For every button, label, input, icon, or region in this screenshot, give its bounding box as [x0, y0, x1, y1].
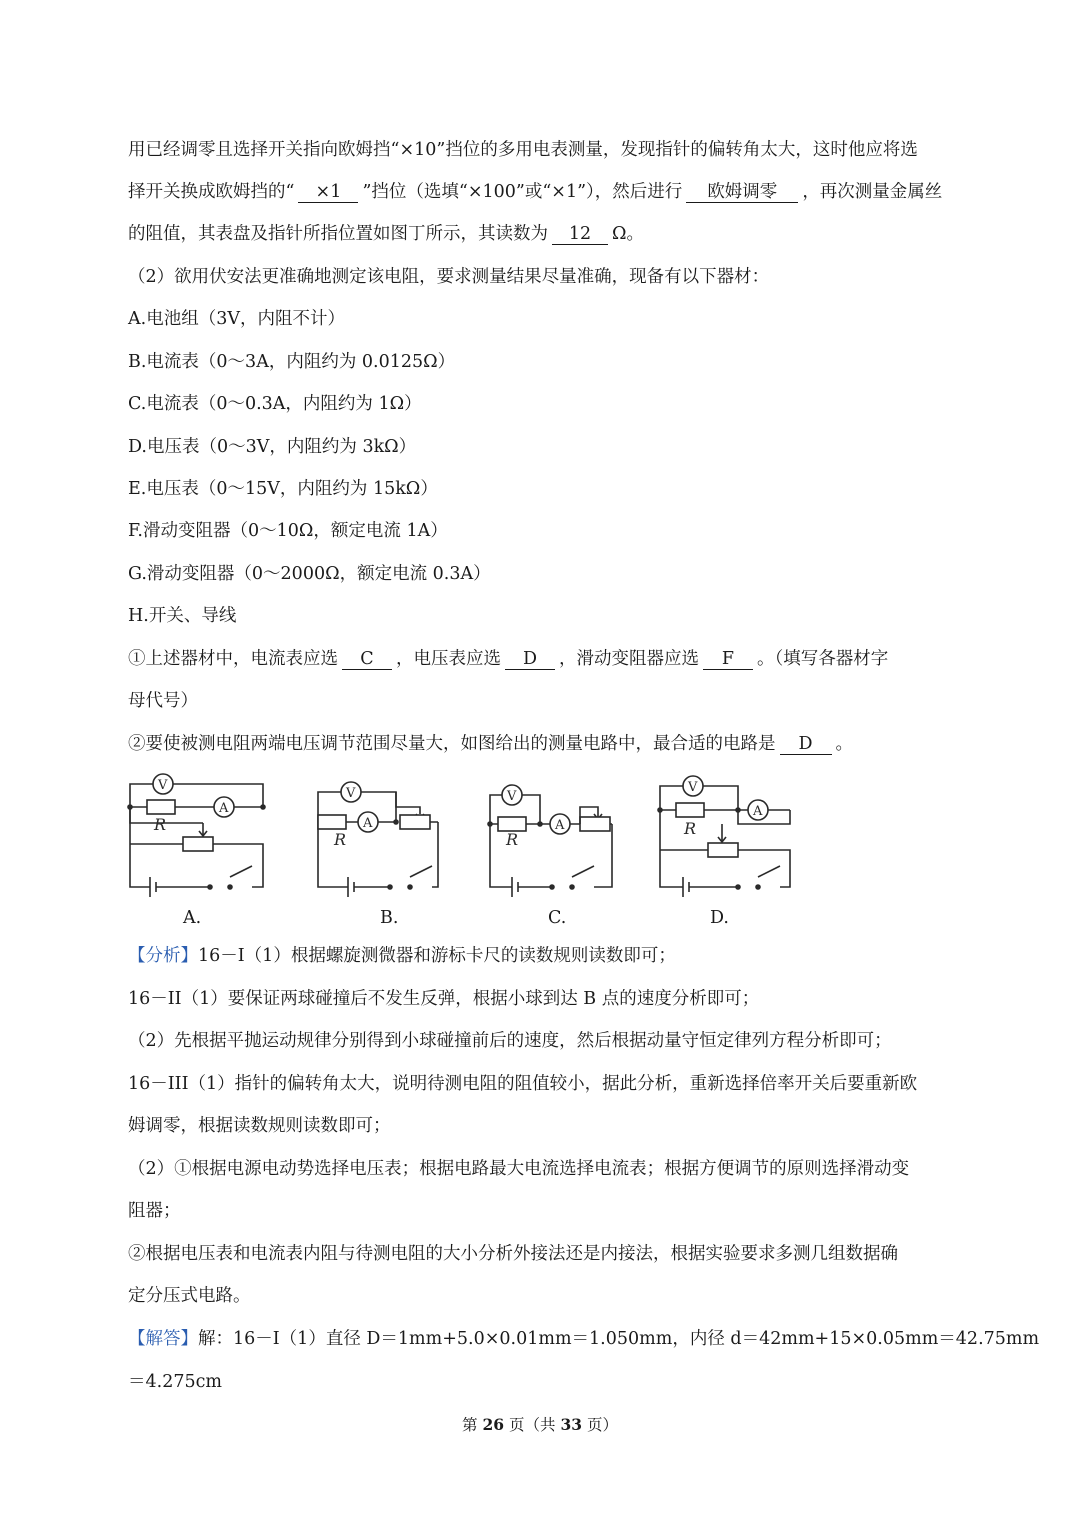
equipment-item-a: A.电池组（3V，内阻不计） — [128, 309, 345, 329]
analysis-tag: 【分析】 — [128, 946, 198, 966]
resistor-label-c: R — [506, 830, 519, 849]
equipment-item-g: G.滑动变阻器（0～2000Ω，额定电流 0.3A） — [128, 564, 491, 584]
analysis-line-4: 16－III（1）指针的偏转角太大，说明待测电阻的阻值较小，据此分析，重新选择倍率开关后要重新欧 — [128, 1074, 918, 1094]
ammeter-symbol-b: A — [363, 816, 373, 831]
answer-blank-ammeter: C — [342, 649, 392, 670]
answer-blank-rheostat: F — [703, 649, 753, 670]
solution-line-1: 【解答】解：16－I（1）直径 D＝1mm+5.0×0.01mm＝1.050mm，内径 d＝42mm+15×0.05mm＝42.75mm — [128, 1329, 1040, 1349]
ammeter-symbol-c: A — [555, 818, 565, 833]
equipment-item-b: B.电流表（0～3A，内阻约为 0.0125Ω） — [128, 352, 456, 372]
equipment-item-d: D.电压表（0～3V，内阻约为 3kΩ） — [128, 437, 417, 457]
answer-blank-ohm-range: ×1 — [298, 182, 358, 203]
question-2-intro: （2）欲用伏安法更准确地测定该电阻，要求测量结果尽量准确，现备有以下器材： — [128, 267, 770, 287]
total-page-count: 33 — [560, 1415, 583, 1434]
equipment-item-h: H.开关、导线 — [128, 606, 237, 626]
circuit-label-d: D. — [710, 908, 729, 928]
resistor-label-a: R — [154, 815, 167, 834]
answer-blank-voltmeter: D — [505, 649, 555, 670]
text-line-1: 用已经调零且选择开关指向欧姆挡“×10”挡位的多用电表测量，发现指针的偏转角太大，这时他应将选 — [128, 140, 918, 160]
voltmeter-symbol-a: V — [158, 778, 168, 793]
circuit-d-diagram — [658, 776, 790, 897]
circuit-label-c: C. — [548, 908, 567, 928]
circuit-label-a: A. — [183, 908, 202, 928]
analysis-line-3: （2）先根据平抛运动规律分别得到小球碰撞前后的速度，然后根据动量守恒定律列方程分析即可； — [128, 1031, 892, 1051]
analysis-line-8: ②根据电压表和电流表内阻与待测电阻的大小分析外接法还是内接法，根据实验要求多测几组数据确 — [128, 1244, 898, 1264]
text-line-3: 的阻值，其表盘及指针所指位置如图丁所示，其读数为 12 Ω。 — [128, 224, 645, 244]
ammeter-symbol-d: A — [753, 804, 763, 819]
circuit-diagrams — [120, 762, 800, 937]
equipment-item-e: E.电压表（0～15V，内阻约为 15kΩ） — [128, 479, 438, 499]
page-footer: 第 26 页（共 33 页） — [462, 1415, 618, 1434]
circuit-label-b: B. — [380, 908, 399, 928]
resistor-label-d: R — [684, 819, 697, 838]
sub-question-1-cont: 母代号） — [128, 691, 198, 711]
answer-blank-circuit: D — [780, 734, 832, 755]
voltmeter-symbol-c: V — [507, 789, 517, 804]
analysis-line-2: 16－II（1）要保证两球碰撞后不发生反弹，根据小球到达 B 点的速度分析即可； — [128, 989, 760, 1009]
resistor-label-b: R — [334, 830, 347, 849]
answer-blank-zeroing: 欧姆调零 — [686, 182, 798, 203]
sub-question-2: ②要使被测电阻两端电压调节范围尽量大，如图给出的测量电路中，最合适的电路是 D 。 — [128, 734, 853, 754]
ammeter-symbol-a: A — [219, 801, 229, 816]
analysis-line-1: 【分析】16－I（1）根据螺旋测微器和游标卡尺的读数规则读数即可； — [128, 946, 676, 966]
text-line-2: 择开关换成欧姆挡的“ ×1 ”挡位（选填“×100”或“×1”），然后进行 欧姆调零 ，再次测量金属丝 — [128, 182, 943, 202]
equipment-item-c: C.电流表（0～0.3A，内阻约为 1Ω） — [128, 394, 422, 414]
equipment-item-f: F.滑动变阻器（0～10Ω，额定电流 1A） — [128, 521, 448, 541]
solution-line-2: ＝4.275cm — [128, 1372, 222, 1392]
voltmeter-symbol-d: V — [688, 780, 698, 795]
analysis-line-5: 姆调零，根据读数规则读数即可； — [128, 1116, 391, 1136]
sub-question-1: ①上述器材中，电流表应选 C ，电压表应选 D ，滑动变阻器应选 F 。（填写各器材字 — [128, 649, 889, 669]
answer-blank-reading: 12 — [552, 224, 608, 245]
solution-tag: 【解答】 — [128, 1329, 198, 1349]
analysis-line-6: （2）①根据电源电动势选择电压表；根据电路最大电流选择电流表；根据方便调节的原则选择滑动变 — [128, 1159, 910, 1179]
analysis-line-9: 定分压式电路。 — [128, 1286, 251, 1306]
circuit-a-diagram — [128, 774, 265, 897]
current-page-number: 26 — [482, 1415, 505, 1434]
voltmeter-symbol-b: V — [346, 786, 356, 801]
analysis-line-7: 阻器； — [128, 1201, 181, 1221]
